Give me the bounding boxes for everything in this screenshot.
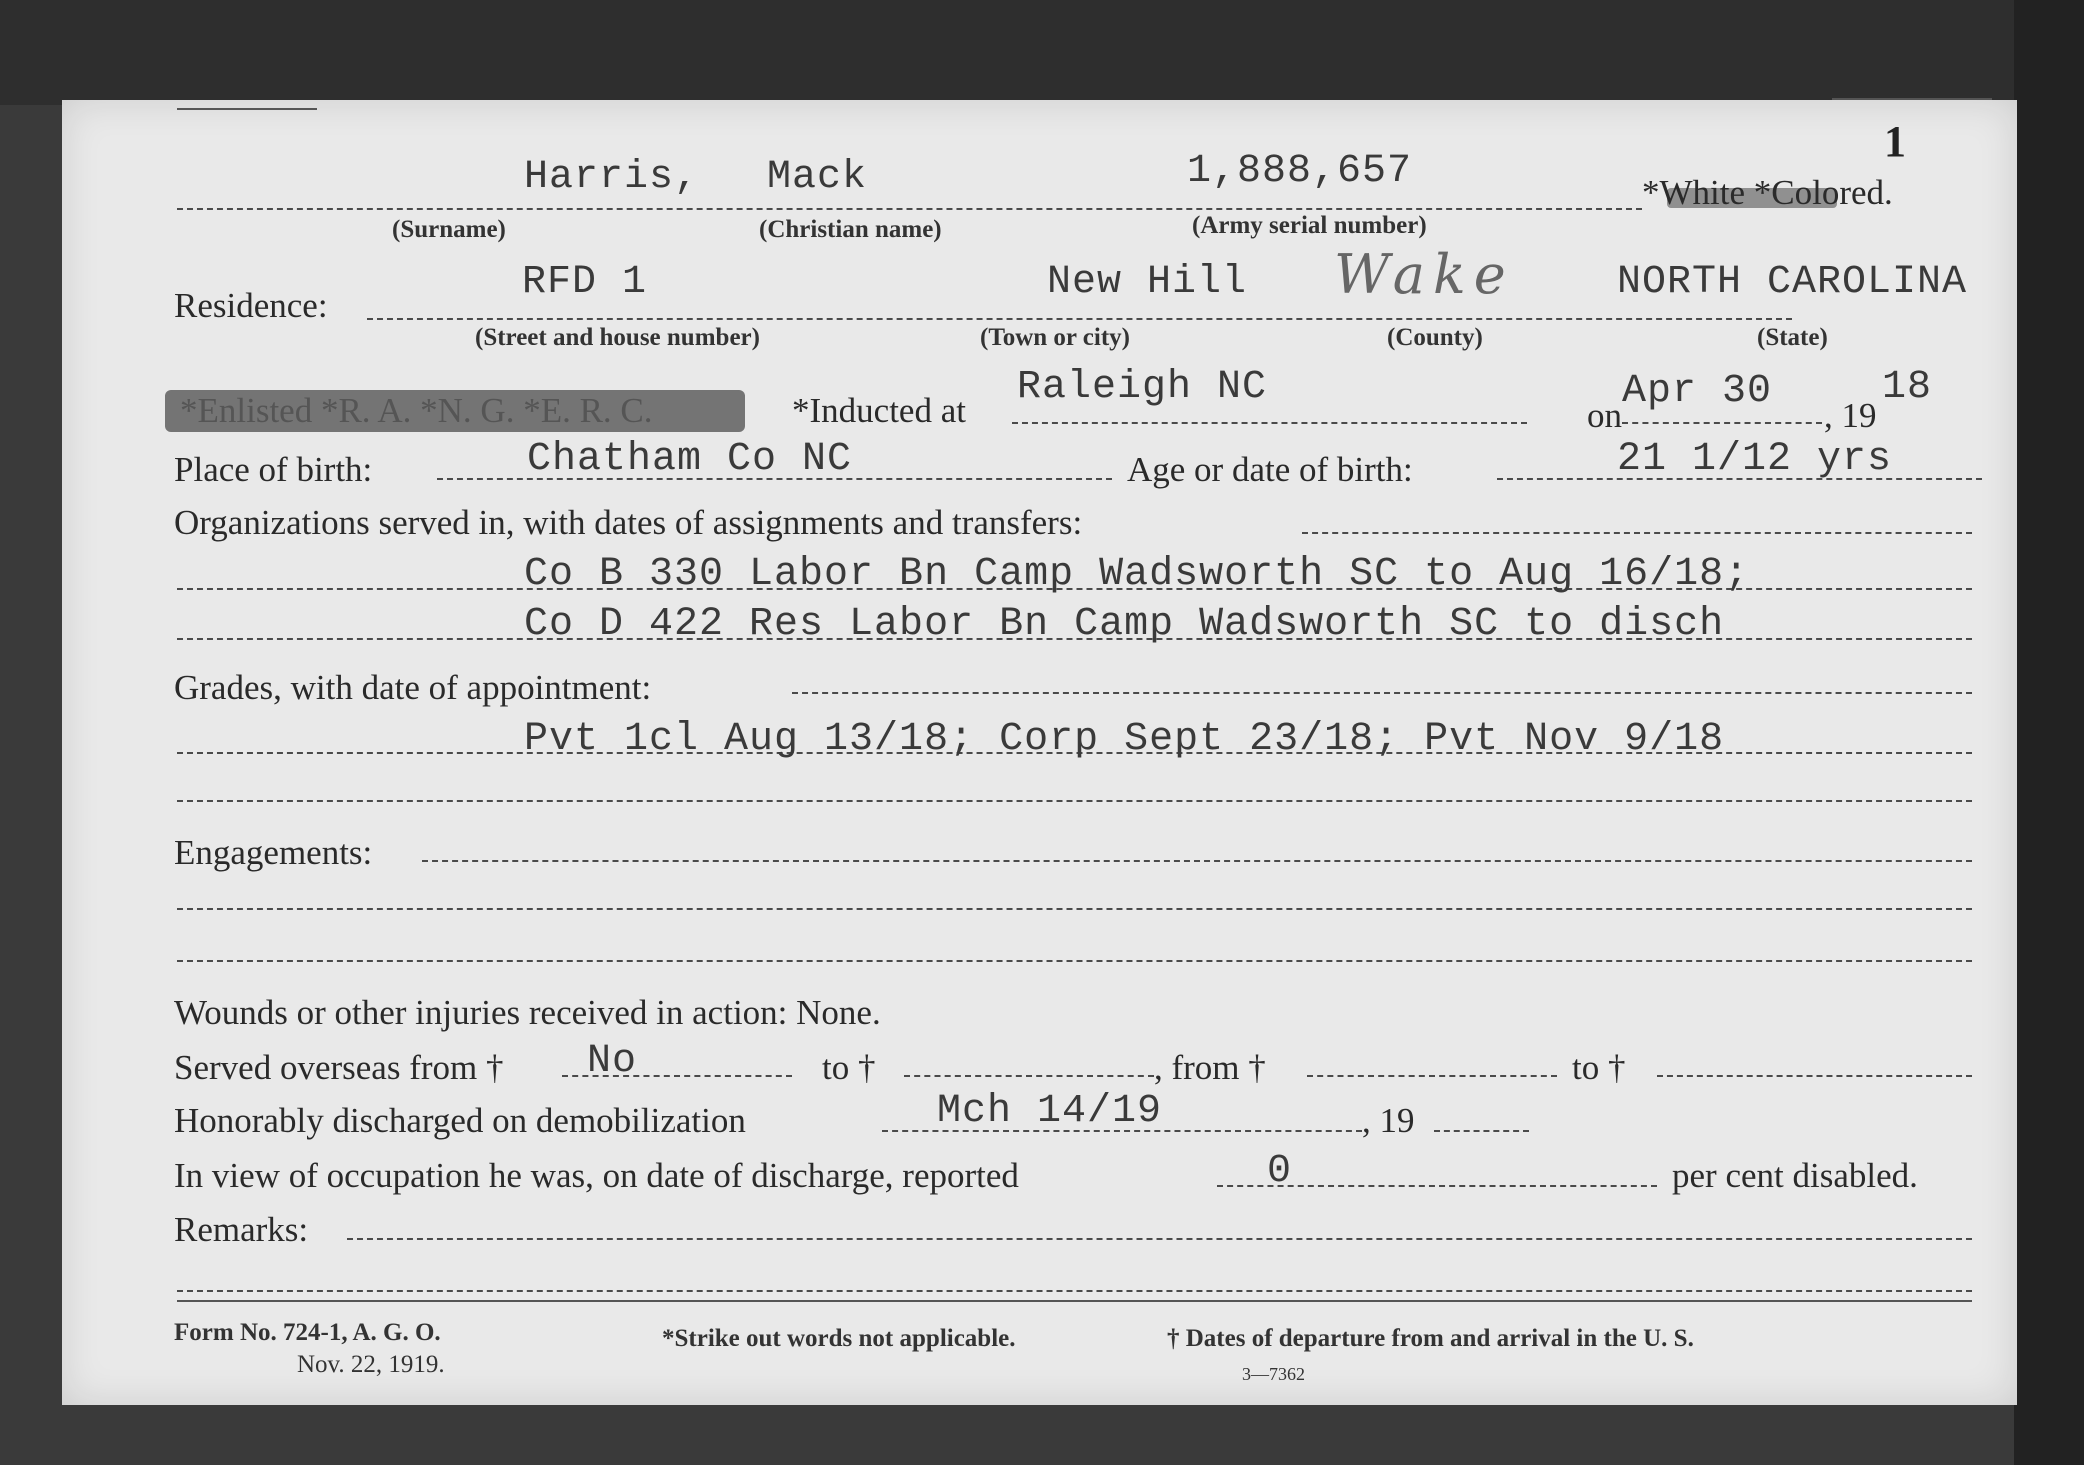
serial-number-value: 1,888,657 [1187, 149, 1413, 194]
inducted-at-value: Raleigh NC [1017, 365, 1268, 410]
wounds-text: Wounds or other injuries received in action: None. [174, 993, 881, 1032]
residence-line [367, 318, 1792, 320]
discharge-year-label: , 19 [1362, 1101, 1415, 1140]
engagements-line-0 [422, 860, 1972, 862]
residence-state: NORTH CAROLINA [1617, 260, 1968, 305]
background-right [2014, 0, 2084, 1465]
overseas-from-value: No [587, 1039, 638, 1084]
dates-note: † Dates of departure from and arrival in the U. S. [1167, 1325, 1694, 1352]
caption-state: (State) [1757, 324, 1828, 351]
discharge-year-line [1434, 1130, 1529, 1132]
remarks-line-0 [347, 1238, 1972, 1240]
form-number: Form No. 724-1, A. G. O. [174, 1319, 441, 1346]
organizations-value-2: Co D 422 Res Labor Bn Camp Wadsworth SC to disch [524, 602, 1725, 647]
occupation-value: 0 [1267, 1149, 1293, 1194]
inducted-at-label: *Inducted at [792, 391, 966, 430]
overseas-to-label: to † [822, 1048, 876, 1087]
induction-date-line [1622, 422, 1822, 424]
strike-note: *Strike out words not applicable. [662, 1325, 1016, 1352]
place-of-birth-value: Chatham Co NC [527, 437, 853, 482]
print-code: 3—7362 [1242, 1364, 1305, 1384]
caption-street: (Street and house number) [475, 324, 760, 351]
organizations-value-1: Co B 330 Labor Bn Camp Wadsworth SC to Aug 16/18; [524, 552, 1750, 597]
organizations-label: Organizations served in, with dates of assignments and transfers: [174, 503, 1083, 542]
enlisted-options: *Enlisted *R. A. *N. G. *E. R. C. [180, 391, 653, 430]
background-top [0, 0, 2084, 105]
residence-town: New Hill [1047, 260, 1248, 305]
race-options: *White *Colored. [1642, 173, 1893, 212]
card-number: 1 [1884, 117, 1906, 166]
caption-surname: (Surname) [392, 216, 506, 243]
occupation-label: In view of occupation he was, on date of discharge, reported [174, 1156, 1019, 1195]
residence-street: RFD 1 [522, 260, 648, 305]
service-record-card [62, 100, 2017, 1405]
grades-line-0 [792, 692, 1972, 694]
residence-label: Residence: [174, 286, 328, 325]
surname-value: Harris, [524, 155, 700, 200]
remarks-line-1 [177, 1290, 1972, 1292]
overseas-to2-label: to † [1572, 1048, 1626, 1087]
engagements-line-1 [177, 908, 1972, 910]
caption-town: (Town or city) [980, 324, 1130, 351]
caption-christian-name: (Christian name) [759, 216, 942, 243]
inducted-at-line [1012, 422, 1527, 424]
organizations-line-0 [1302, 532, 1972, 534]
overseas-from2-label: , from † [1154, 1048, 1266, 1087]
christian-name-value: Mack [767, 155, 868, 200]
overseas-from2-line [1307, 1075, 1557, 1077]
residence-county: Wake [1334, 243, 1514, 306]
induction-date: Apr 30 [1622, 369, 1773, 414]
discharge-date: Mch 14/19 [937, 1089, 1163, 1134]
overseas-to-line [904, 1075, 1154, 1077]
grades-value-1: Pvt 1cl Aug 13/18; Corp Sept 23/18; Pvt Nov 9/18 [524, 717, 1725, 762]
caption-county: (County) [1387, 324, 1483, 351]
occupation-suffix: per cent disabled. [1672, 1156, 1918, 1195]
grades-line-2 [177, 800, 1972, 802]
caption-serial-number: (Army serial number) [1192, 212, 1427, 239]
top-left-rule [177, 108, 317, 110]
age-value: 21 1/12 yrs [1617, 437, 1893, 482]
induction-year-prefix: , 19 [1824, 396, 1877, 435]
overseas-label: Served overseas from † [174, 1048, 504, 1087]
header-line [177, 208, 1642, 210]
engagements-line-2 [177, 960, 1972, 962]
overseas-to2-line [1657, 1075, 1972, 1077]
form-date: Nov. 22, 1919. [297, 1351, 445, 1378]
top-right-rule [1832, 98, 1992, 100]
engagements-label: Engagements: [174, 833, 373, 872]
discharge-label: Honorably discharged on demobilization [174, 1101, 746, 1140]
place-of-birth-label: Place of birth: [174, 450, 373, 489]
induction-year: 18 [1882, 365, 1933, 410]
footer-rule [177, 1300, 1972, 1302]
age-label: Age or date of birth: [1127, 450, 1413, 489]
grades-label: Grades, with date of appointment: [174, 668, 652, 707]
remarks-label: Remarks: [174, 1210, 309, 1249]
on-label: on [1587, 396, 1622, 435]
